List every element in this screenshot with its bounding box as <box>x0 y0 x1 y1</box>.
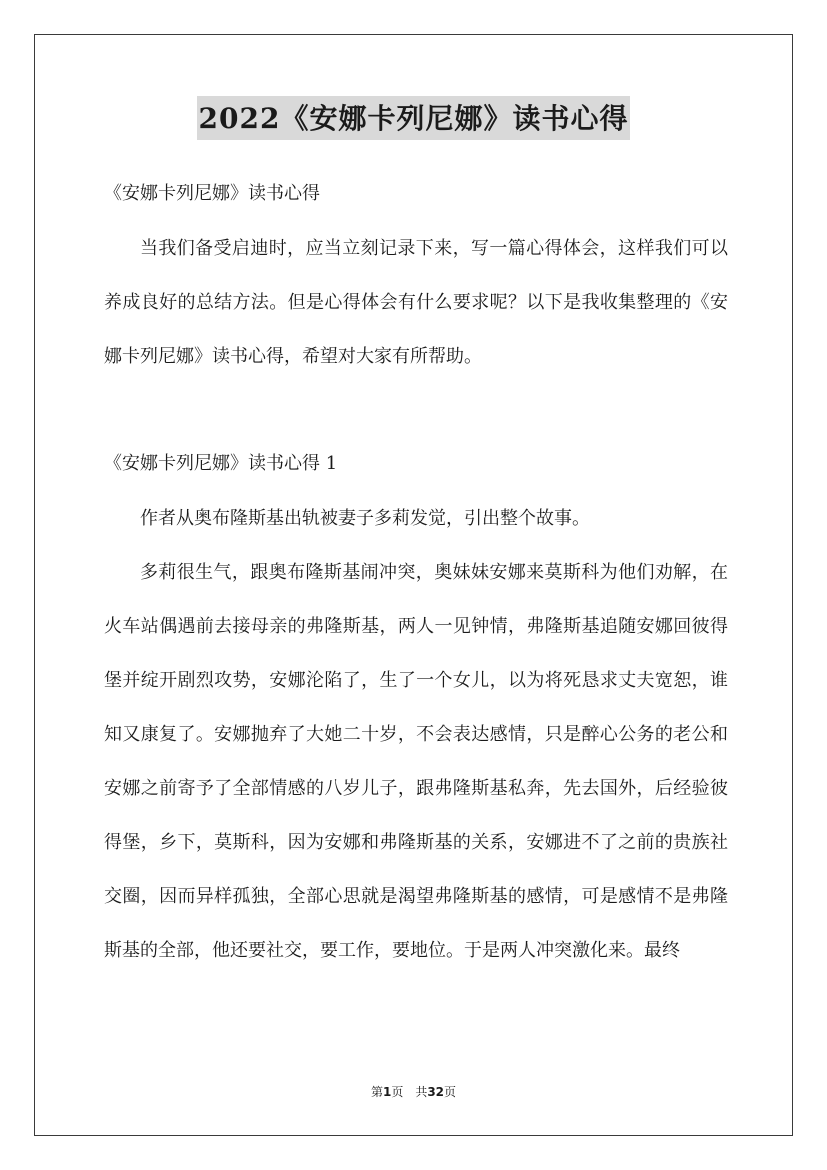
footer-prefix: 第 <box>370 1085 383 1099</box>
body-paragraph-2: 多莉很生气，跟奥布隆斯基闹冲突，奥妹妹安娜来莫斯科为他们劝解，在火车站偶遇前去接母亲的弗隆斯基，两人一见钟情，弗隆斯基追随安娜回彼得堡并绽开剧烈攻势，安娜沦陷了，生了一个女儿，以为将死恳求丈夫宽恕，谁知又康复了。安娜抛弃了大她二十岁，不会表达感情，只是醉心公务的老公和安娜之前寄予了全部情感的八岁儿子，跟弗隆斯基私奔，先去国外，后经验彼得堡，乡下，莫斯科，因为安娜和弗隆斯基的关系，安娜进不了之前的贵族社交圈，因而异样孤独，全部心思就是渴望弗隆斯基的感情，可是感情不是弗隆斯基的全部，他还要社交，要工作，要地位。于是两人冲突激化来。最终 <box>104 562 728 961</box>
footer-total-pages: 32 <box>427 1085 445 1099</box>
footer-mid: 页 共 <box>391 1085 428 1099</box>
page-footer <box>0 1083 827 1100</box>
document-title: 2022《安娜卡列尼娜》读书心得 <box>197 96 631 140</box>
body-paragraph-1: 作者从奥布隆斯基出轨被妻子多莉发觉，引出整个故事。 <box>140 508 590 529</box>
subtitle: 《安娜卡列尼娜》读书心得 <box>104 183 320 204</box>
title-container <box>0 96 827 140</box>
footer-suffix: 页 <box>444 1085 457 1099</box>
intro-paragraph: 当我们备受启迪时，应当立刻记录下来，写一篇心得体会，这样我们可以养成良好的总结方法。但是心得体会有什么要求呢？以下是我收集整理的《安娜卡列尼娜》读书心得，希望对大家有所帮助。 <box>104 238 728 367</box>
section-heading: 《安娜卡列尼娜》读书心得 1 <box>104 453 338 474</box>
footer-current-page: 1 <box>382 1085 392 1099</box>
